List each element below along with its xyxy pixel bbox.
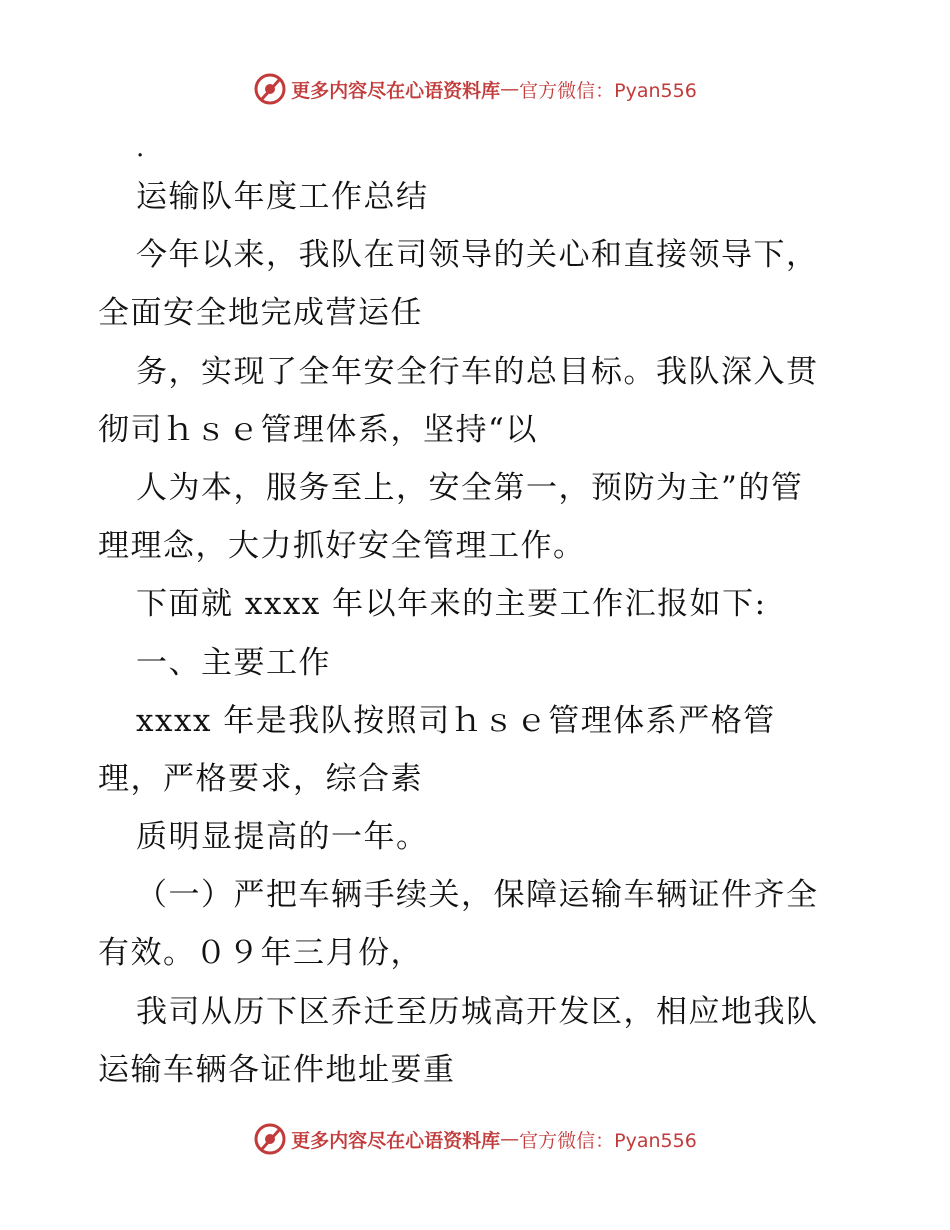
section-heading: 一、主要工作 — [136, 644, 331, 681]
paragraph-line: 理，严格要求，综合素 — [98, 760, 423, 797]
watermark-text: 更多内容尽在心语资料库 — [291, 79, 501, 102]
paragraph-line: 务，实现了全年安全行车的总目标。我队深入贯 — [136, 353, 819, 390]
paragraph-line: 有效。０９年三月份， — [98, 935, 423, 972]
paragraph-line: 我司从历下区乔迁至历城高开发区，相应地我队 — [136, 993, 819, 1030]
paragraph-line: 质明显提高的一年。 — [136, 819, 429, 856]
paragraph-line: 人为本，服务至上，安全第一，预防为主”的管 — [136, 469, 804, 506]
paragraph-line: 今年以来，我队在司领导的关心和直接领导下， — [136, 237, 819, 274]
header-watermark — [0, 72, 950, 106]
document-body — [98, 128, 858, 1099]
leading-dot: . — [136, 133, 146, 163]
watermark-separator: — — [500, 78, 520, 100]
document-title: 运输队年度工作总结 — [136, 179, 429, 215]
watermark-text: 更多内容尽在心语资料库 — [291, 1129, 501, 1152]
watermark-separator: — — [500, 1128, 520, 1150]
subsection-heading: （一）严把车辆手续关，保障运输车辆证件齐全 — [136, 877, 819, 914]
paragraph-line: 全面安全地完成营运任 — [98, 295, 423, 332]
footer-watermark — [0, 1122, 950, 1156]
watermark-contact: 官方微信：Pyan556 — [519, 1129, 697, 1152]
paragraph-line: 彻司ｈｓｅ管理体系，坚持“以 — [98, 411, 538, 448]
watermark-contact: 官方微信：Pyan556 — [519, 79, 697, 102]
paragraph-line: 运输车辆各证件地址要重 — [98, 1051, 456, 1088]
pen-logo-icon — [253, 1122, 287, 1156]
paragraph-line: 下面就 xxxx 年以年来的主要工作汇报如下: — [136, 586, 767, 623]
pen-logo-icon — [253, 72, 287, 106]
paragraph-line: 理理念，大力抓好安全管理工作。 — [98, 528, 586, 565]
paragraph-line: xxxx 年是我队按照司ｈｓｅ管理体系严格管 — [136, 702, 776, 739]
